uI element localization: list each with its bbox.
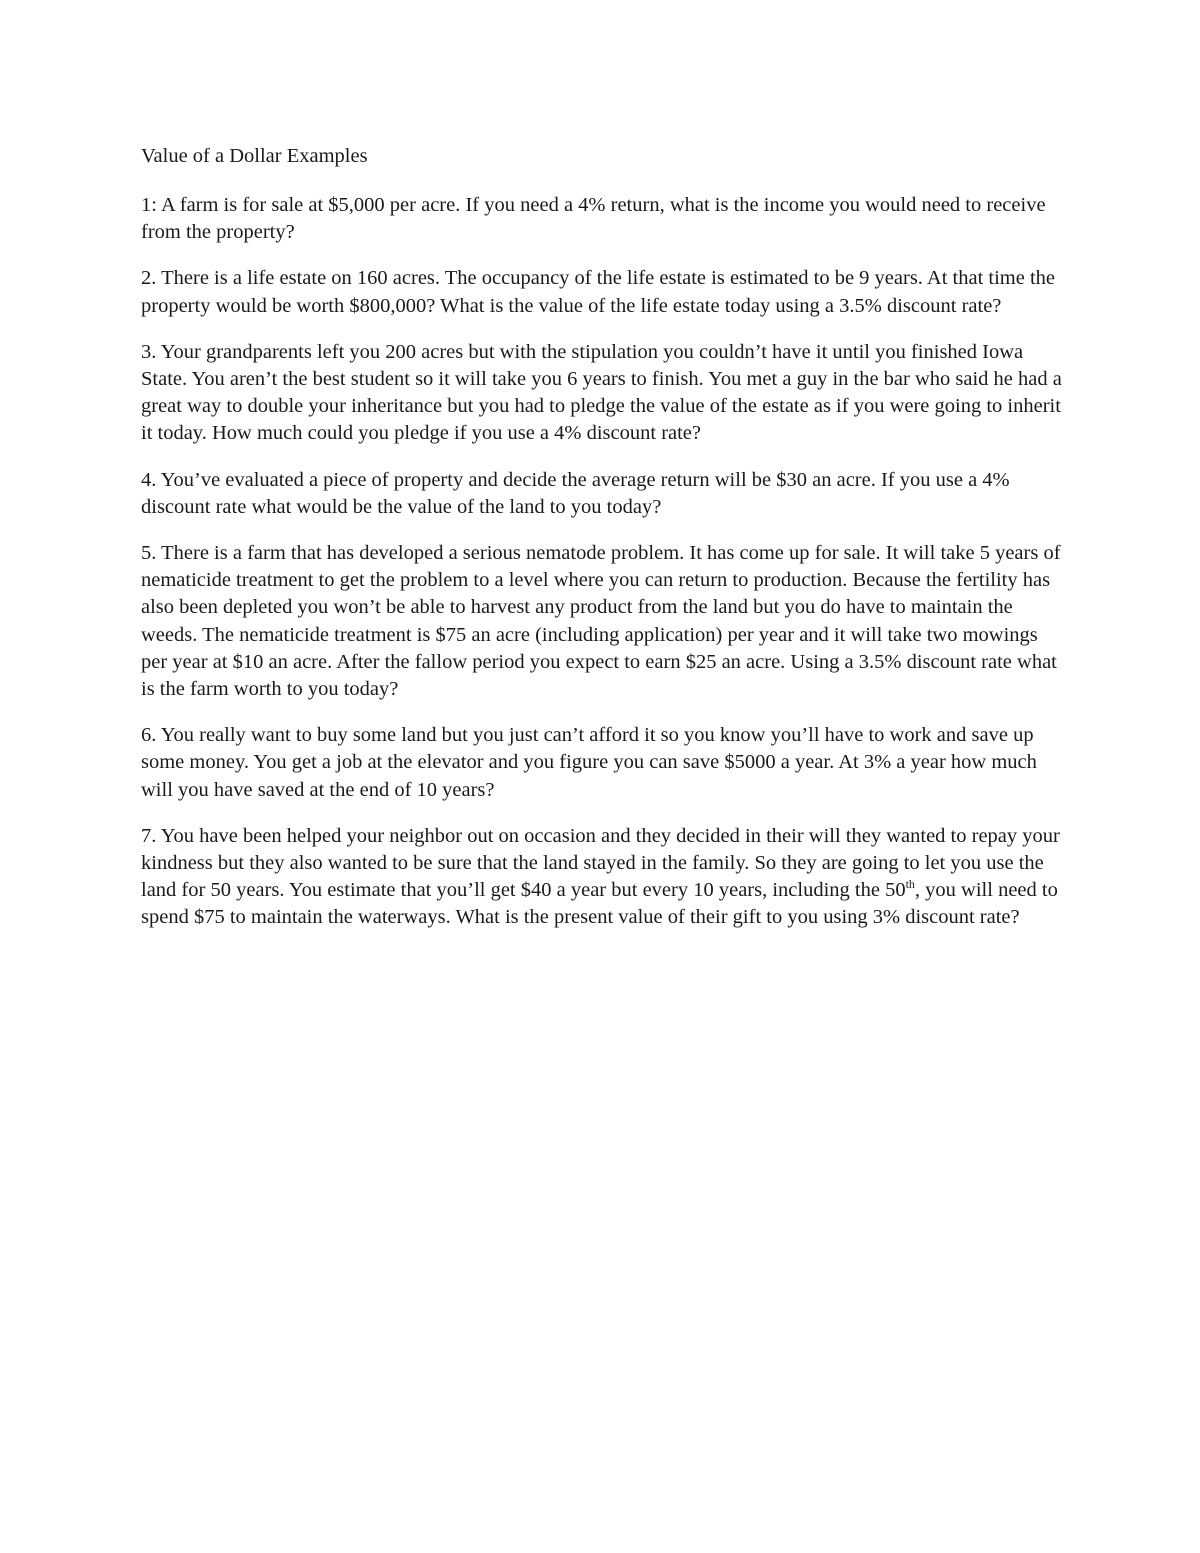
question-text-before: 7. You have been helped your neighbor out on occasion and they decided in their will they wanted to repay your kindness but they also wanted to be sure that the land stayed in the family. So they are going to let you use the land for 50 years. You estimate that you’ll get $40 a year but every 10 years, including the 50 [141, 824, 1060, 902]
document-body [141, 143, 1066, 951]
question-7 [141, 823, 1066, 932]
question-text-after: , you will need to spend $75 to maintain the waterways. What is the present value of their gift to you using 3% discount rate? [141, 879, 1058, 929]
question-6 [141, 722, 1066, 804]
question-text: 1: A farm is for sale at $5,000 per acre. If you need a 4% return, what is the income you would need to receive from the property? [141, 194, 1046, 244]
question-text: 6. You really want to buy some land but you just can’t afford it so you know you’ll have to work and save up some money. You get a job at the elevator and you figure you can save $5000 a year. At 3% a year how much will you have saved at the end of 10 years? [141, 724, 1037, 801]
question-1 [141, 192, 1066, 246]
question-text: 3. Your grandparents left you 200 acres but with the stipulation you couldn’t have it until you finished Iowa State. You aren’t the best student so it will take you 6 years to finish. You met a guy in the bar who said he had a great way to double your inheritance but you had to pledge the value of the estate as if you were going to inherit it today. How much could you pledge if you use a 4% discount rate? [141, 340, 1062, 445]
question-text [141, 823, 1066, 932]
question-text: 4. You’ve evaluated a piece of property and decide the average return will be $30 an acre. If you use a 4% discount rate what would be the value of the land to you today? [141, 468, 1010, 518]
ordinal-superscript: th [905, 877, 915, 892]
question-text: 5. There is a farm that has developed a serious nematode problem. It has come up for sale. It will take 5 years of nematicide treatment to get the problem to a level where you can return to production. Because the fertility has also been depleted you won’t be able to harvest any product from the land but you do have to maintain the weeds. The nematicide treatment is $75 an acre (including application) per year and it will take two mowings per year at $10 an acre. After the fallow period you expect to earn $25 an acre. Using a 3.5% discount rate what is the farm worth to you today? [141, 542, 1061, 701]
question-text: 2. There is a life estate on 160 acres. The occupancy of the life estate is estimated to be 9 years. At that time the property would be worth $800,000? What is the value of the life estate today using a 3.5% discount rate? [141, 267, 1056, 317]
question-3 [141, 339, 1066, 448]
question-4 [141, 467, 1066, 521]
question-5 [141, 540, 1066, 703]
document-title: Value of a Dollar Examples [141, 145, 368, 167]
question-2 [141, 265, 1066, 319]
